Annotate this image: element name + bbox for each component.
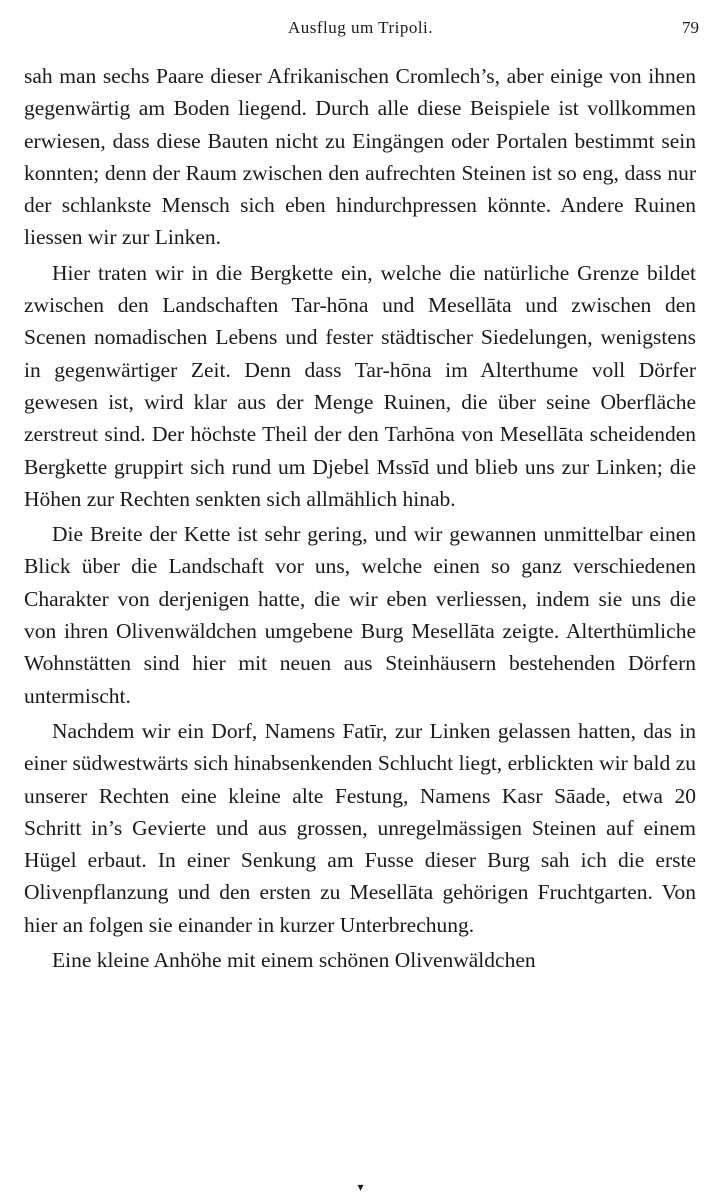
page-header [0,18,721,48]
paragraph: Nachdem wir ein Dorf, Namens Fatīr, zur Linken gelassen hatten, das in einer südwestwärts sich hinabsenkenden Schlucht liegt, erblickten wir bald zu unserer Rechten eine kleine alte Festung, Namens Kasr Sāade, etwa 20 Schritt in’s Gevierte und aus grossen, unregelmässigen Steinen auf einem Hügel erbaut. In einer Senkung am Fusse dieser Burg sah ich die erste Olivenpflanzung und den ersten zu Mesellāta gehörigen Fruchtgarten. Von hier an folgen sie einander in kurzer Unterbrechung. [24,718,696,937]
body-text [24,60,696,976]
paragraph: Hier traten wir in die Bergkette ein, welche die natürliche Grenze bildet zwischen den Landschaften Tar-hōna und Mesellāta und zwischen den Scenen nomadischen Lebens und fester städtischer Siedelungen, wenigstens in gegenwärtiger Zeit. Denn dass Tar-hōna im Alterthume voll Dörfer gewesen ist, wird klar aus der Menge Ruinen, die über seine Oberfläche zerstreut sind. Der höchste Theil der den Tarhōna von Mesellāta scheidenden Bergkette gruppirt sich rund um Djebel Mssīd und blieb uns zur Linken; die Höhen zur Rechten senkten sich allmählich hinab. [24,260,696,511]
paragraph: Eine kleine Anhöhe mit einem schönen Olivenwäldchen [52,948,536,973]
paragraph: Die Breite der Kette ist sehr gering, und wir gewannen unmittelbar einen Blick über die Landschaft vor uns, welche einen so ganz verschiedenen Charakter von derjenigen hatte, die wir eben verliessen, indem sie uns die von ihren Olivenwäldchen umgebene Burg Mesellāta zeigte. Alterthümliche Wohnstätten sind hier mit neuen aus Steinhäusern bestehenden Dörfern untermischt. [24,522,696,708]
running-title: Ausflug um Tripoli. [287,18,434,37]
signature-mark: ▾ [357,1180,364,1194]
paragraph-continuation: sah man sechs Paare dieser Afrikanischen Cromlech’s, aber einige von ihnen gegenwärtig am Boden liegend. Durch alle diese Beispiele ist vollkommen erwiesen, dass diese Bauten nicht zu Eingängen oder Portalen bestimmt sein konnten; denn der Raum zwischen den aufrechten Steinen ist so eng, dass nur der schlankste Mensch sich eben hindurchpressen könnte. Andere Ruinen liessen wir zur Linken. [24,64,696,250]
page-number: 79 [682,18,699,37]
